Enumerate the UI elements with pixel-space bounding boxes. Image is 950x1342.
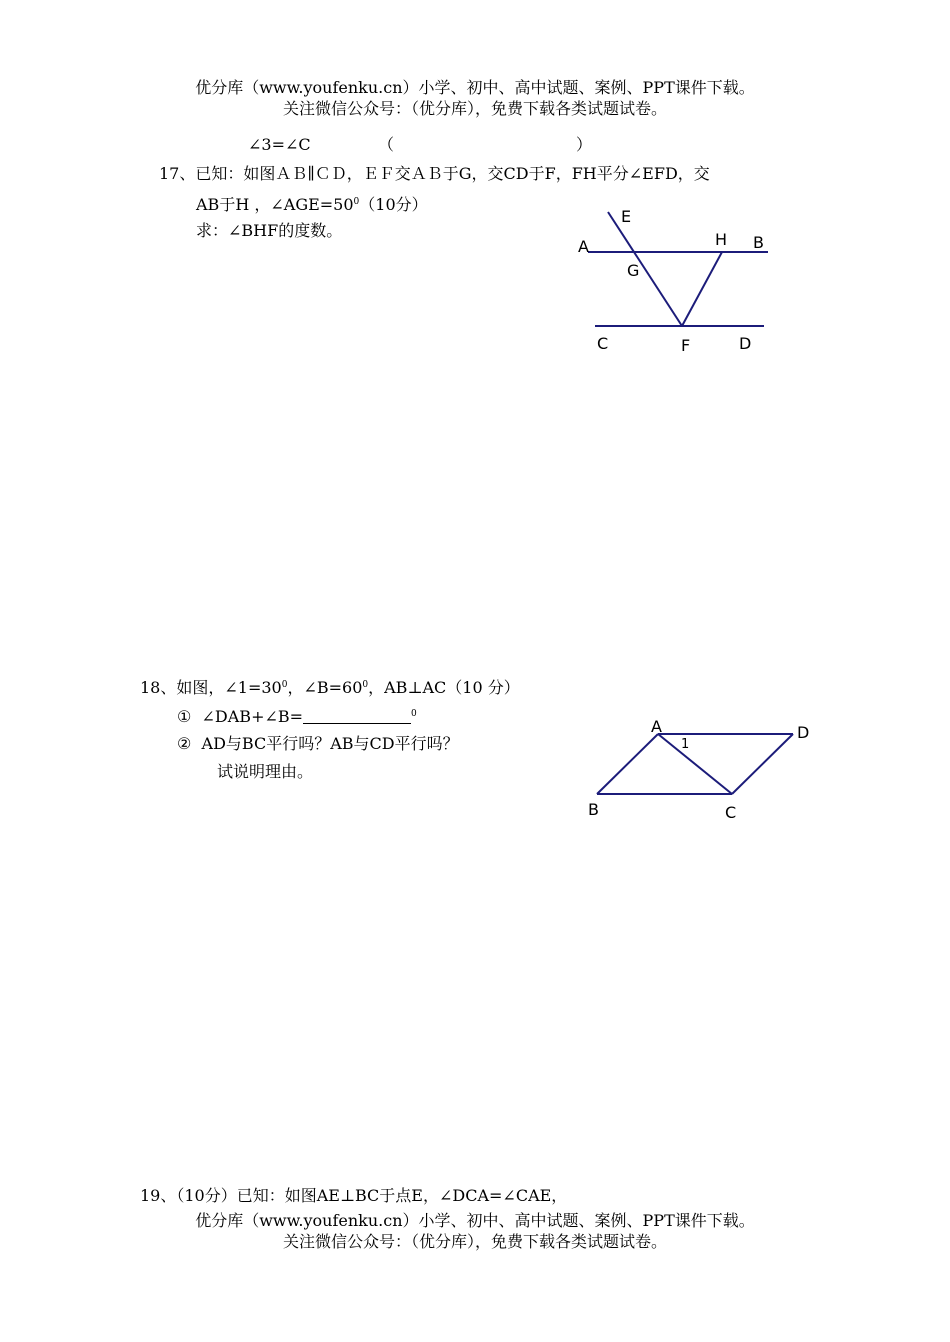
q18-figure [580,712,820,827]
label-h: H [715,230,728,249]
label-d: D [797,723,810,742]
label-e: E [621,207,632,226]
reason-paren-close: ） [576,135,593,154]
label-d: D [739,334,752,353]
reason-paren-open: （ [378,135,395,154]
label-g: G [627,261,640,280]
segment-cd [732,734,793,794]
label-f: F [681,336,691,355]
q18-item-2: ② AD与BC平行吗？AB与CD平行吗？ [177,734,459,753]
angle-statement: ∠3=∠C [248,135,311,154]
q19-line-1: 19、（10分）已知：如图AE⊥BC于点E，∠DCA=∠CAE， [140,1186,568,1205]
header-line-1: 优分库（www.youfenku.cn）小学、初中、高中试题、案例、PPT课件下载。 [195,78,755,97]
segment-ac [658,734,732,794]
q17-line-1: 17、已知：如图ＡＢ∥ＣＤ，ＥＦ交ＡＢ于G，交CD于F，FH平分∠EFD，交 [159,164,710,183]
label-angle-1: 1 [681,737,690,752]
q17-figure [560,195,790,365]
label-c: C [725,803,737,822]
q18-item-2-cont: 试说明理由。 [217,762,314,781]
label-c: C [597,334,609,353]
line-fh [682,252,722,326]
q17-line-2: AB于H ，$\angle AGE=50^0(10$分） [196,195,428,214]
header-line-2: 关注微信公众号：（优分库），免费下载各类试题试卷。 [282,99,667,118]
footer-line-2: 关注微信公众号：（优分库），免费下载各类试题试卷。 [282,1232,667,1251]
label-b: B [588,800,599,819]
q18-item-1: ① ∠DAB+∠B= $^0$ [177,707,417,726]
label-a: A [651,717,662,736]
label-a: A [578,237,589,256]
answer-blank[interactable] [303,709,411,724]
label-b: B [753,233,764,252]
q18-line-1: 18、如图，$\angle 1=30^0$，$\angle B=60^0$，AB⊥AC（10 分） [140,678,520,697]
segment-ab [597,734,658,794]
footer-line-1: 优分库（www.youfenku.cn）小学、初中、高中试题、案例、PPT课件下载。 [195,1211,755,1230]
line-ef [608,212,682,326]
q17-line-3: 求：∠BHF的度数。 [196,221,343,240]
